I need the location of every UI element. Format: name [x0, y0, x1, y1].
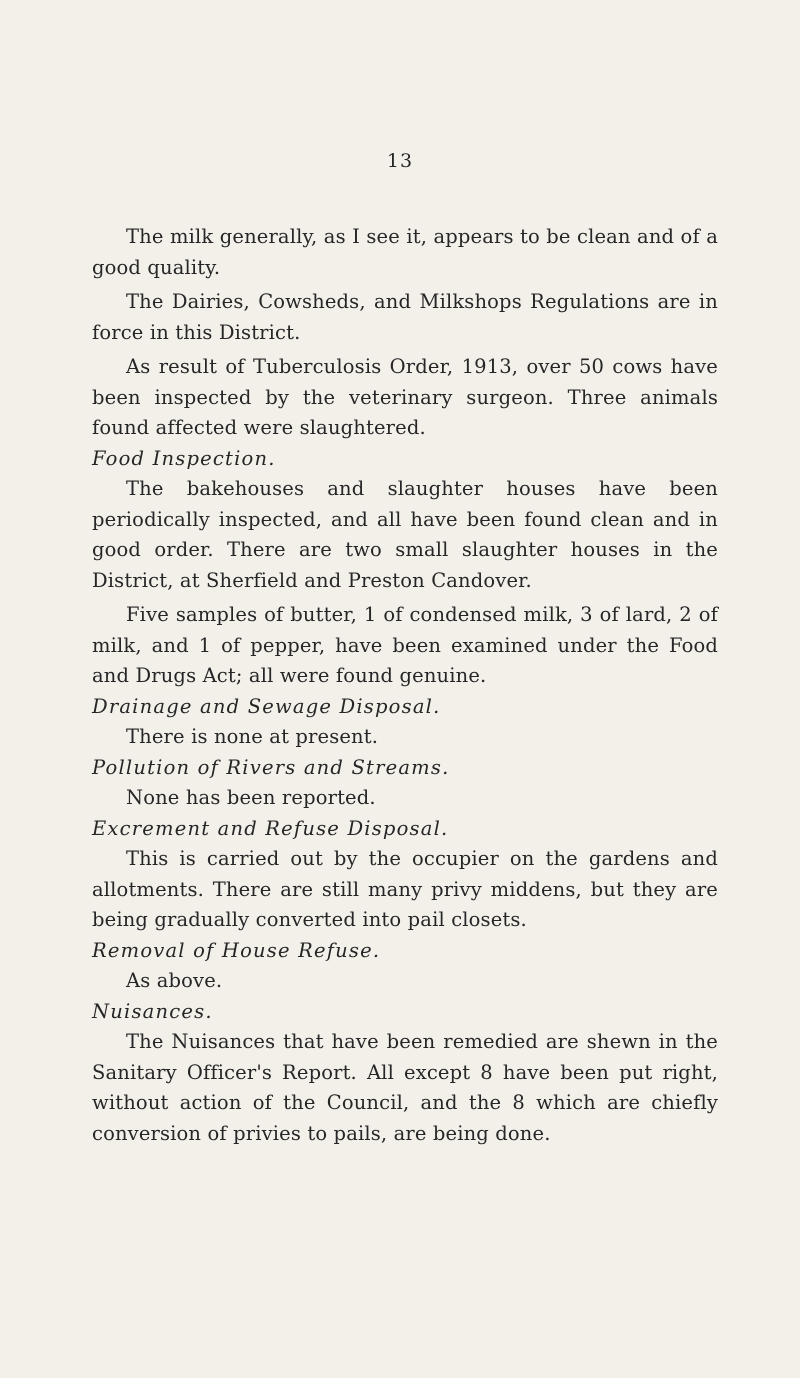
heading-removal: Removal of House Refuse. [92, 938, 381, 962]
paragraph-excrement: This is carried out by the occupier on the gardens and allotments. There are still many privy middens, but they are being gradually converted into pail closets. [92, 847, 718, 931]
paragraph-pollution: None has been reported. [126, 786, 376, 809]
paragraph-food-inspection-2: Five samples of butter, 1 of condensed milk, 3 of lard, 2 of milk, and 1 of pepper, have been examined under the Food and Drugs Act; all were found genuine. [92, 603, 718, 687]
heading-pollution: Pollution of Rivers and Streams. [92, 755, 450, 779]
heading-drainage: Drainage and Sewage Disposal. [92, 694, 441, 718]
paragraph-removal: As above. [126, 969, 223, 992]
heading-food-inspection: Food Inspection. [92, 446, 276, 470]
heading-nuisances: Nuisances. [92, 999, 213, 1023]
heading-excrement: Excrement and Refuse Disposal. [92, 816, 449, 840]
paragraph-food-inspection-1: The bakehouses and slaughter houses have been periodically inspected, and all have been found clean and in good order. There are two small slaughter houses in the District, at Sherfield and Preston Candover. [92, 477, 718, 592]
page-number: 13 [386, 150, 414, 172]
paragraph-tuberculosis: As result of Tuberculosis Order, 1913, over 50 cows have been inspected by the veterinary surgeon. Three animals found affected were slaughtered. [92, 355, 718, 439]
paragraph-dairies-regulations: The Dairies, Cowsheds, and Milkshops Regulations are in force in this District. [92, 290, 718, 344]
paragraph-drainage: There is none at present. [126, 725, 379, 748]
paragraph-milk-quality: The milk generally, as I see it, appears to be clean and of a good quality. [92, 225, 718, 279]
paragraph-nuisances: The Nuisances that have been remedied are shewn in the Sanitary Officer's Report. All except 8 have been put right, without action of the Council, and the 8 which are chiefly conversion of privies to pails, are being done. [92, 1030, 718, 1145]
page-content [92, 222, 718, 1149]
